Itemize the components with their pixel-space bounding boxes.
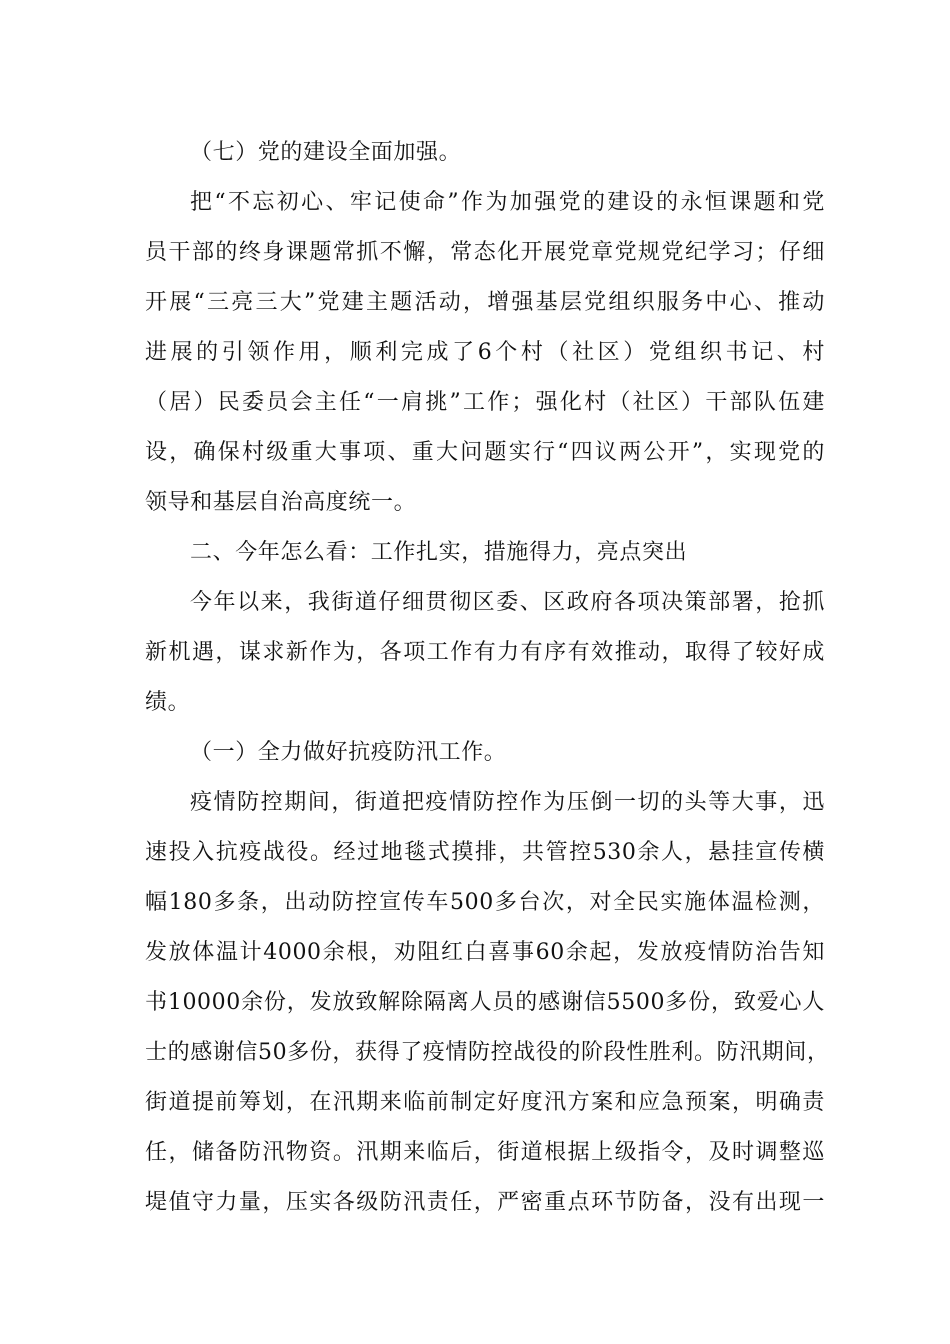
- paragraph-line: 疫情防控期间，街道把疫情防控作为压倒一切的头等大事，迅: [190, 790, 825, 815]
- section-heading-epidemic-flood: （一）全力做好抗疫防汛工作。: [190, 740, 507, 765]
- paragraph-line: 士的感谢信50多份，获得了疫情防控战役的阶段性胜利。防汛期间，: [145, 1040, 830, 1065]
- paragraph-line: 绩。: [145, 690, 191, 715]
- paragraph-line: 书10000余份，发放致解除隔离人员的感谢信5500多份，致爱心人: [145, 990, 825, 1015]
- paragraph-line: 领导和基层自治高度统一。: [145, 490, 417, 515]
- paragraph-line: 发放体温计4000余根，劝阻红白喜事60余起，发放疫情防治告知: [145, 940, 825, 965]
- paragraph-line: 堤值守力量，压实各级防汛责任，严密重点环节防备，没有出现一: [145, 1190, 825, 1215]
- paragraph-line: 任，储备防汛物资。汛期来临后，街道根据上级指令，及时调整巡: [145, 1140, 825, 1165]
- paragraph-line: 街道提前筹划，在汛期来临前制定好度汛方案和应急预案，明确责: [145, 1090, 825, 1115]
- paragraph-line: 速投入抗疫战役。经过地毯式摸排，共管控530余人，悬挂宣传横: [145, 840, 825, 865]
- section-heading-party-building: （七）党的建设全面加强。: [190, 140, 462, 165]
- paragraph-line: 把“不忘初心、牢记使命”作为加强党的建设的永恒课题和党: [190, 190, 825, 215]
- paragraph-line: 员干部的终身课题常抓不懈，常态化开展党章党规党纪学习；仔细: [145, 240, 825, 265]
- paragraph-line: 设，确保村级重大事项、重大问题实行“四议两公开”，实现党的: [145, 440, 825, 465]
- paragraph-line: 新机遇，谋求新作为，各项工作有力有序有效推动，取得了较好成: [145, 640, 825, 665]
- paragraph-line: 开展“三亮三大”党建主题活动，增强基层党组织服务中心、推动: [145, 290, 825, 315]
- section-heading-this-year: 二、今年怎么看：工作扎实，措施得力，亮点突出: [190, 540, 688, 565]
- paragraph-line: （居）民委员会主任“一肩挑”工作；强化村（社区）干部队伍建: [145, 390, 825, 415]
- paragraph-line: 进展的引领作用，顺利完成了6个村（社区）党组织书记、村: [145, 340, 825, 365]
- paragraph-line: 今年以来，我街道仔细贯彻区委、区政府各项决策部署，抢抓: [190, 590, 825, 615]
- paragraph-line: 幅180多条，出动防控宣传车500多台次，对全民实施体温检测，: [145, 890, 825, 915]
